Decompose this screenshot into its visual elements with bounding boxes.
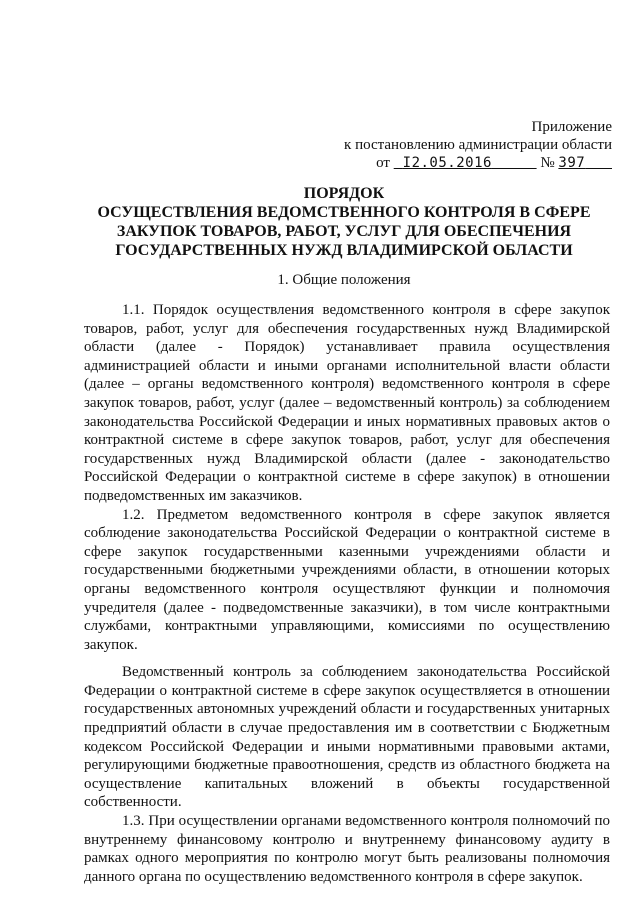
- title-line-1: ПОРЯДОК: [303, 185, 385, 202]
- paragraph-1-3: 1.3. При осуществлении органами ведомственного контроля полномочий по внутреннему финансовому контролю и внутреннему финансовому аудиту в рамках одного мероприятия по контролю могут быть реализованы полномочия данного органа по осуществлению ведомственного контроля в сфере закупок.: [84, 813, 610, 885]
- paragraph-1-2-continued: Ведомственный контроль за соблюдением законодательства Российской Федерации о контрактной системе в сфере закупок осуществляется в отношении государственных автономных учреждений области и государственных унитарных предприятий области в случае предоставления им в соответствии с Бюджетным кодексом Российской Федерации и иными нормативными правовыми актами, регулирующими бюджетные правоотношения, средств из областного бюджета на осуществление капитальных вложений в объекты государственной собственности.: [84, 664, 610, 811]
- paragraph-1-2: 1.2. Предметом ведомственного контроля в сфере закупок является соблюдение законодательства Российской Федерации о контрактной системе в сфере закупок государственными казенными учреждениями области и государственными бюджетными учреждениями области, в отношении которых органы ведомственного контроля осуществляют функции и полномочия учредителя (далее - подведомственные заказчики), в том числе контрактными службами, контрактными управляющими, комиссиями по осуществлению закупок.: [84, 506, 610, 653]
- appendix-header: [344, 118, 612, 172]
- section-heading: 1. Общие положения: [277, 272, 411, 288]
- appendix-date-line: [344, 154, 612, 172]
- appendix-reference: к постановлению администрации области: [344, 137, 612, 153]
- date-prefix: от: [376, 155, 390, 171]
- date-value: I2.05.2016: [402, 155, 492, 171]
- paragraph-1-1: 1.1. Порядок осуществления ведомственного контроля в сфере закупок товаров, работ, услуг для обеспечения государственных нужд Владимирской области (далее - Порядок) устанавливает правила осуществления администрацией области и иными органами исполнительной власти области (далее – органы ведомственного контроля) ведомственного контроля в сфере закупок товаров, работ, услуг (далее – ведомственный контроль) за соблюдением законодательства Российской Федерации и иных нормативных правовых актов о контрактной системе в сфере закупок товаров, работ, услуг для обеспечения государственных нужд Владимирской области (далее - законодательство Российской Федерации о контрактной системе в сфере закупок) в отношении подведомственных им заказчиков.: [84, 302, 610, 504]
- number-prefix: №: [540, 155, 555, 171]
- appendix-label: Приложение: [531, 119, 612, 135]
- title-line-2: ОСУЩЕСТВЛЕНИЯ ВЕДОМСТВЕННОГО КОНТРОЛЯ В СФЕРЕ: [97, 204, 591, 221]
- document-title: [84, 184, 604, 260]
- document-body: [84, 301, 610, 886]
- title-line-4: ГОСУДАРСТВЕННЫХ НУЖД ВЛАДИМИРСКОЙ ОБЛАСТИ: [115, 242, 573, 259]
- number-value: 397: [558, 155, 586, 171]
- title-line-3: ЗАКУПОК ТОВАРОВ, РАБОТ, УСЛУГ ДЛЯ ОБЕСПЕЧЕНИЯ: [116, 223, 572, 240]
